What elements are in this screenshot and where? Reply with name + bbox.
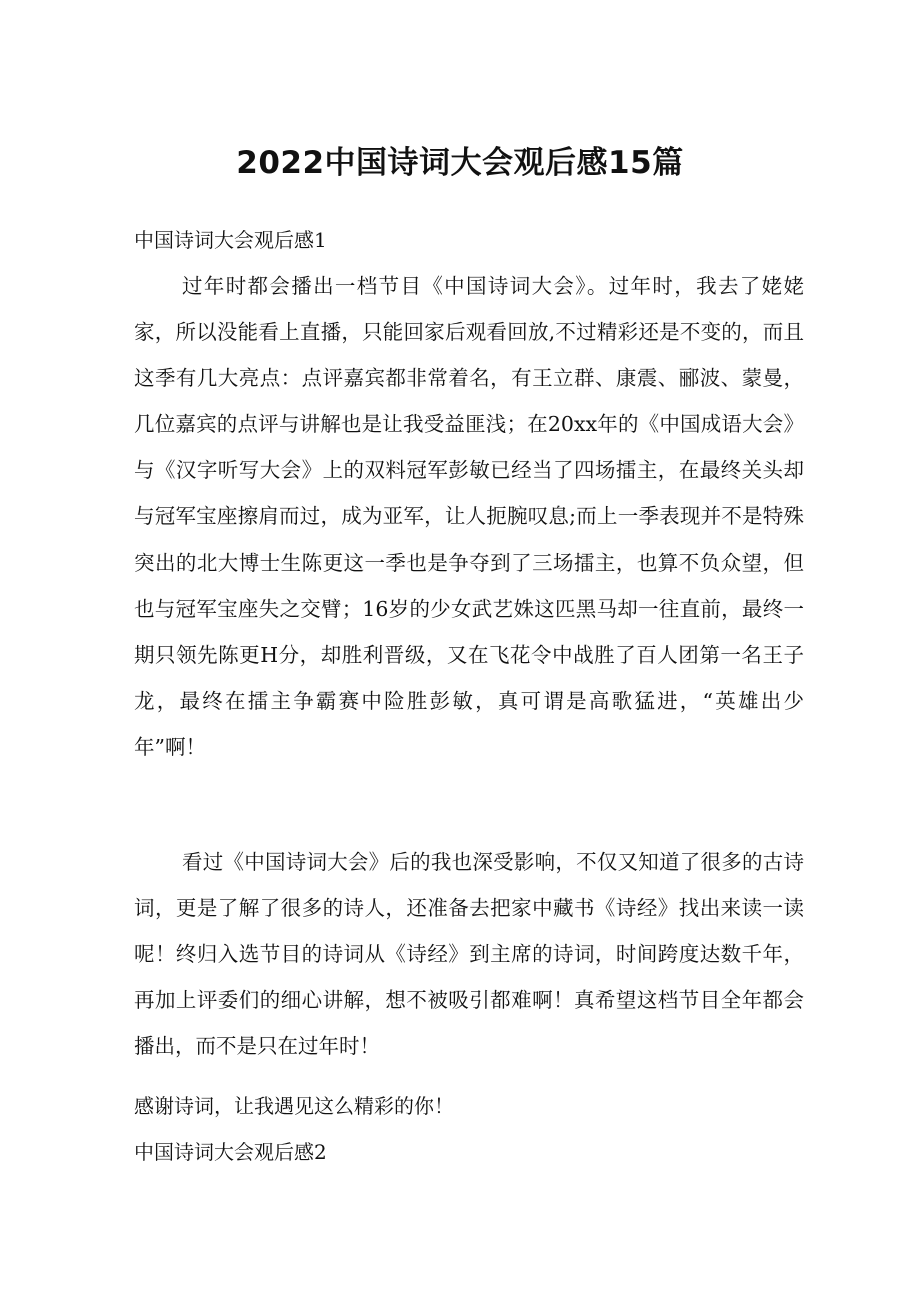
closing-line: 感谢诗词，让我遇见这么精彩的你！ [134,1094,454,1118]
section-heading-1: 中国诗词大会观后感1 [134,228,327,252]
section-heading-2: 中国诗词大会观后感2 [134,1140,327,1164]
paragraph-1: 过年时都会播出一档节目《中国诗词大会》。过年时，我去了姥姥家，所以没能看上直播，只能回家后观看回放,不过精彩还是不变的，而且这季有几大亮点：点评嘉宾都非常着名，有王立群、康震、郦波、蒙曼，几位嘉宾的点评与讲解也是让我受益匪浅；在20xx年的《中国成语大会》与《汉字听写大会》上的双料冠军彭敏已经当了四场擂主，在最终关头却与冠军宝座擦肩而过，成为亚军，让人扼腕叹息;而上一季表现并不是特殊突出的北大博士生陈更这一季也是争夺到了三场擂主，也算不负众望，但也与冠军宝座失之交臂；16岁的少女武艺姝这匹黑马却一往直前，最终一期只领先陈更H分，却胜利晋级，又在飞花令中战胜了百人团第一名王子龙，最终在擂主争霸赛中险胜彭敏，真可谓是高歌猛进，“英雄出少年”啊！ [134,274,804,759]
paragraph-2: 看过《中国诗词大会》后的我也深受影响，不仅又知道了很多的古诗词，更是了解了很多的诗人，还准备去把家中藏书《诗经》找出来读一读呢！终归入选节目的诗词从《诗经》到主席的诗词，时间跨度达数千年，再加上评委们的细心讲解，想不被吸引都难啊！真希望这档节目全年都会播出，而不是只在过年时！ [134,850,804,1059]
document-title: 2022中国诗词大会观后感15篇 [236,145,684,181]
